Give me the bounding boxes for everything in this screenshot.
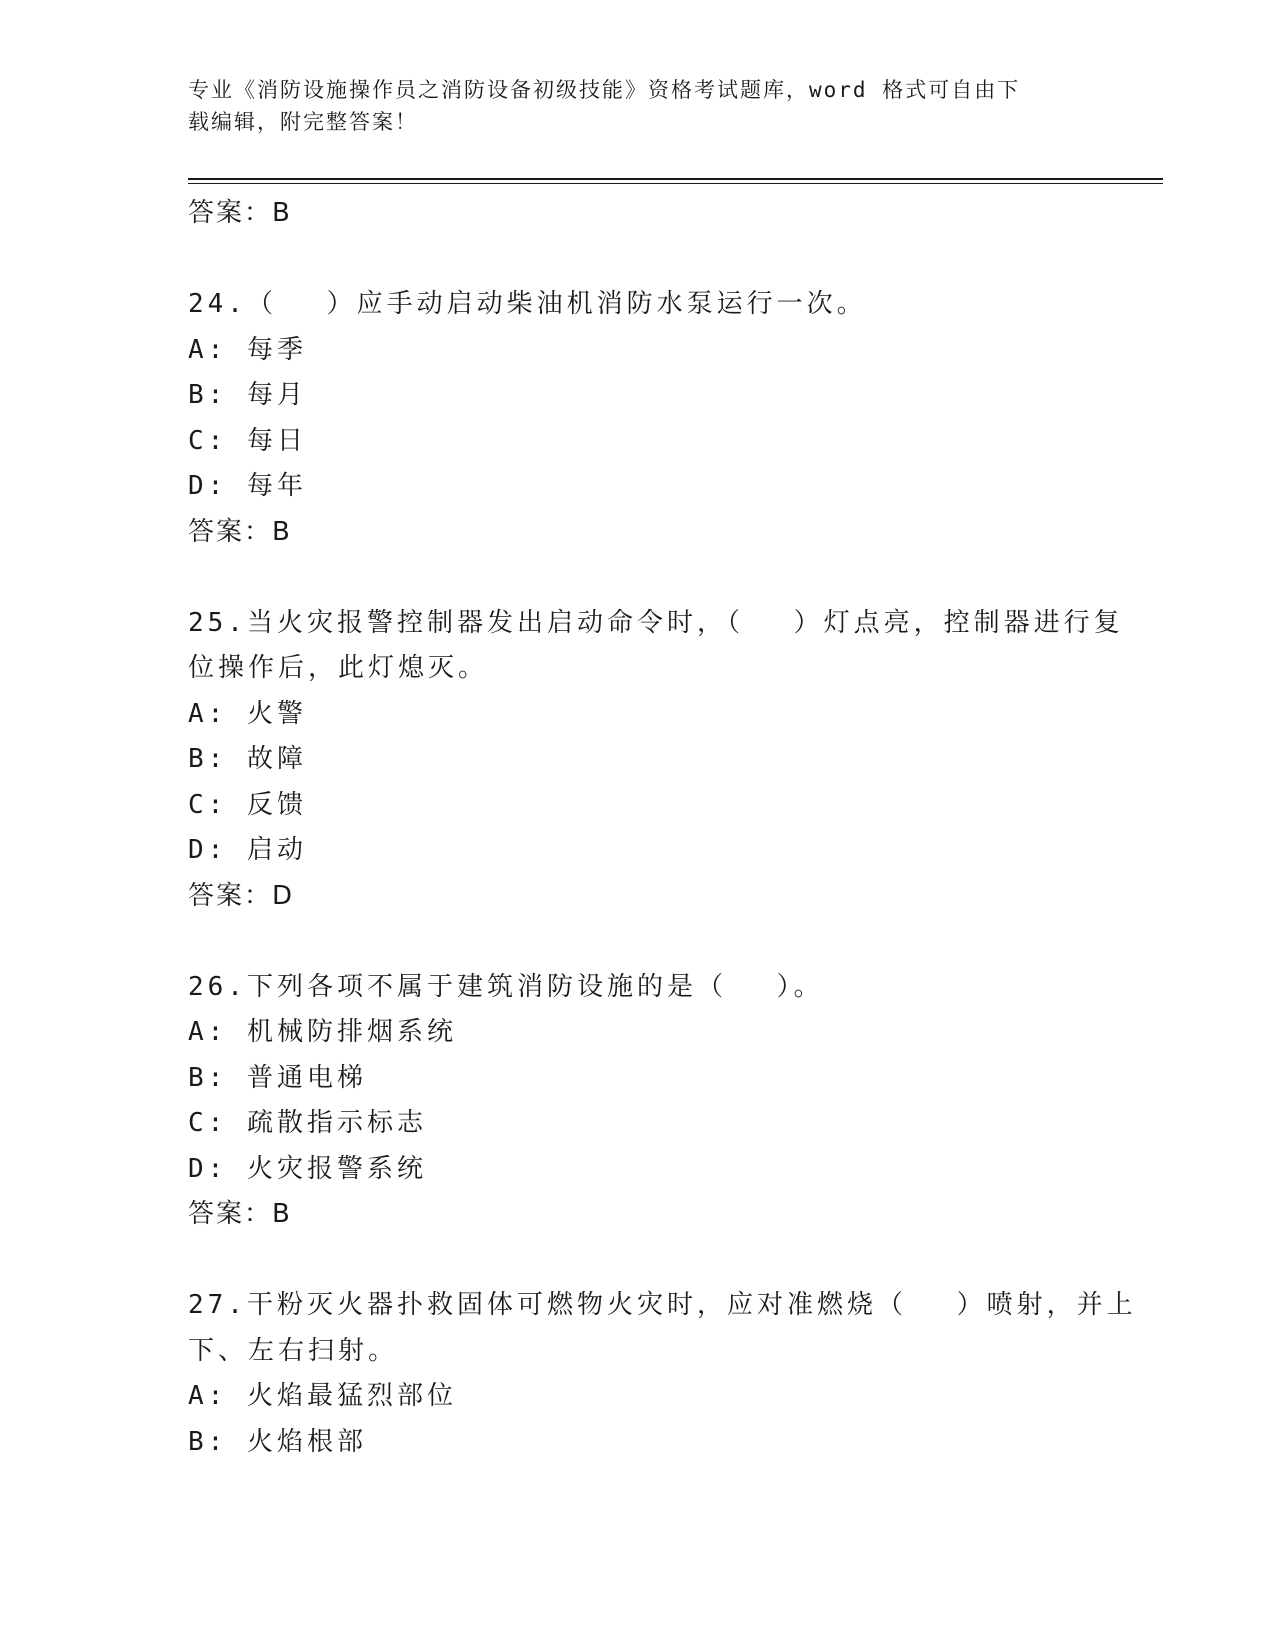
question-25 xyxy=(188,601,1124,920)
option-b: B: 火焰根部 xyxy=(188,1426,367,1457)
spacer xyxy=(188,919,1108,965)
option-a: A: 火警 xyxy=(188,698,307,729)
header-rule-thin xyxy=(188,183,1163,184)
option-d: D: 每年 xyxy=(188,471,307,501)
option-c: C: 每日 xyxy=(188,425,307,456)
option-d: D: 火灾报警系统 xyxy=(188,1153,427,1184)
option-a: A: 每季 xyxy=(188,334,307,365)
answer-line: 答案：B xyxy=(188,1199,292,1229)
option-a: A: 火焰最猛烈部位 xyxy=(188,1381,457,1411)
question-text-continued: 下、左右扫射。 xyxy=(188,1335,399,1366)
header-line-1: 专业《消防设施操作员之消防设备初级技能》资格考试题库，word 格式可自由下 xyxy=(188,78,1021,102)
question-27 xyxy=(188,1283,1137,1465)
answer-line: 答案：B xyxy=(188,198,292,228)
question-list xyxy=(188,191,1137,1465)
header-rule-thick xyxy=(188,178,1163,180)
question-text: 25.当火灾报警控制器发出启动命令时，（ ）灯点亮，控制器进行复 xyxy=(188,607,1124,638)
document-header xyxy=(188,74,1078,138)
question-text: 26.下列各项不属于建筑消防设施的是（ ）。 xyxy=(188,971,824,1002)
question-text: 27.干粉灭火器扑救固体可燃物火灾时，应对准燃烧（ ）喷射，并上 xyxy=(188,1290,1137,1320)
option-c: C: 疏散指示标志 xyxy=(188,1108,427,1138)
header-line-2: 载编辑，附完整答案！ xyxy=(188,110,418,134)
question-text-continued: 位操作后，此灯熄灭。 xyxy=(188,653,489,683)
spacer xyxy=(188,1238,1108,1284)
option-c: C: 反馈 xyxy=(188,789,307,820)
option-b: B: 普通电梯 xyxy=(188,1062,367,1093)
spacer xyxy=(188,237,1108,283)
question-text: 24.（ ）应手动启动柴油机消防水泵运行一次。 xyxy=(188,289,867,319)
answer-line: 答案：B xyxy=(188,516,292,547)
option-a: A: 机械防排烟系统 xyxy=(188,1017,457,1047)
option-b: B: 每月 xyxy=(188,380,307,410)
question-26 xyxy=(188,965,1108,1238)
question-24 xyxy=(188,282,1108,555)
option-b: B: 故障 xyxy=(188,744,307,774)
answer-line: 答案：D xyxy=(188,880,295,911)
option-d: D: 启动 xyxy=(188,835,307,865)
spacer xyxy=(188,555,1108,601)
